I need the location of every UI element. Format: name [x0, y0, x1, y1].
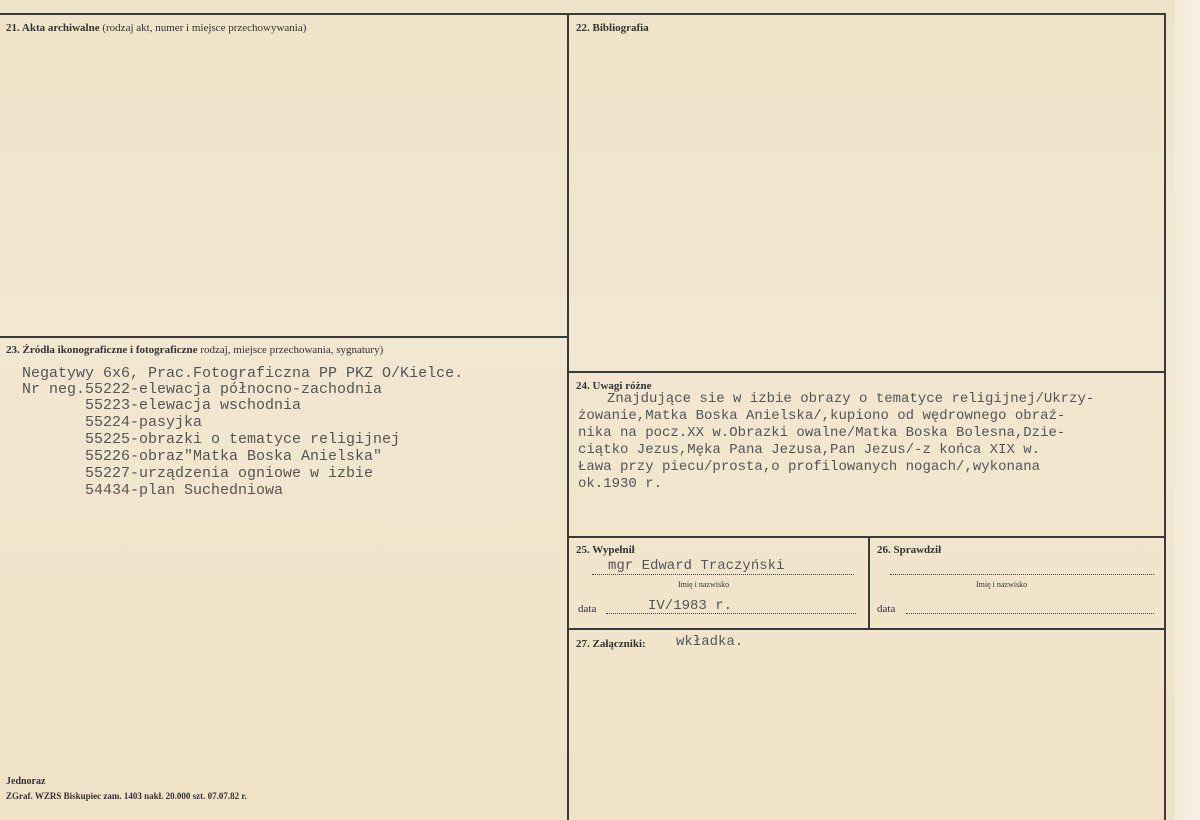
- top-rule: [0, 13, 1166, 15]
- field-25-label: 25. Wypełnił: [576, 544, 635, 556]
- field-23-line: Negatywy 6x6, Prac.Fotograficzna PP PKZ O/Kielce.: [22, 365, 464, 382]
- field-25-date: IV/1983 r.: [648, 598, 733, 614]
- rule-21-23: [0, 336, 568, 338]
- field-24-line: ok.1930 r.: [578, 476, 663, 492]
- field-23-line: 55223-elewacja wschodnia: [22, 397, 302, 414]
- field-24-line: Ława przy piecu/prosta,o profilowanych nogach/,wykonana: [578, 459, 1041, 475]
- field-23-line: 55225-obrazki o tematyce religijnej: [22, 431, 401, 448]
- field-23-line: 55226-obraz"Matka Boska Anielska": [22, 448, 383, 465]
- center-divider: [567, 13, 569, 820]
- paper-edge: [1174, 0, 1200, 820]
- right-border: [1164, 13, 1166, 820]
- rule-24-25: [568, 536, 1166, 538]
- field-25-name: mgr Edward Traczyński: [608, 558, 785, 574]
- field-23-line: 55227-urządzenia ogniowe w izbie: [22, 465, 374, 482]
- rule-22-24: [568, 371, 1166, 373]
- rule-25-27: [568, 628, 1166, 630]
- field-24-line: Znajdujące sie w izbie obrazy o tematyce religijnej/Ukrzy-: [607, 391, 1095, 407]
- field-24-line: nika na pocz.XX w.Obrazki owalne/Matka Boska Bolesna,Dzie-: [578, 425, 1066, 441]
- field-23-line: 55224-pasyjka: [22, 414, 203, 431]
- field-24-line: ciątko Jezus,Męka Pana Jezusa,Pan Jezus/-z końca XIX w.: [578, 442, 1041, 458]
- field-27-value: wkładka.: [676, 634, 744, 650]
- field-25-date-label: data: [578, 603, 597, 615]
- field-26-date-label: data: [877, 603, 896, 615]
- field-24-label: 24. Uwagi różne: [576, 380, 652, 392]
- field-26-date-dotline: [906, 613, 1154, 614]
- field-23-line: Nr neg.55222-elewacja północno-zachodnia: [22, 381, 383, 398]
- field-21-label: 21. Akta archiwalne (rodzaj akt, numer i miejsce przechowywania): [6, 22, 307, 34]
- field-25-name-caption: Imię i nazwisko: [678, 580, 730, 589]
- field-25-name-dotline: [592, 574, 854, 575]
- footer-line-1: Jednoraz: [6, 776, 46, 787]
- footer-line-2: ZGraf. WZRS Biskupiec zam. 1403 nakł. 20.000 szt. 07.07.82 r.: [6, 791, 247, 801]
- field-22-label: 22. Bibliografia: [576, 22, 649, 34]
- field-26-name-dotline: [890, 574, 1154, 575]
- field-26-label: 26. Sprawdził: [877, 544, 942, 556]
- divider-25-26: [868, 537, 870, 629]
- field-23-label: 23. Źródła ikonograficzne i fotograficzne rodzaj, miejsce przechowania, sygnatury): [6, 344, 384, 356]
- field-23-line: 54434-plan Suchedniowa: [22, 482, 284, 499]
- field-26-name-caption: Imię i nazwisko: [976, 580, 1028, 589]
- field-27-label: 27. Załączniki:: [576, 638, 646, 650]
- field-24-line: żowanie,Matka Boska Anielska/,kupiono od wędrownego obraź-: [578, 408, 1066, 424]
- field-25-date-dotline: [606, 613, 856, 614]
